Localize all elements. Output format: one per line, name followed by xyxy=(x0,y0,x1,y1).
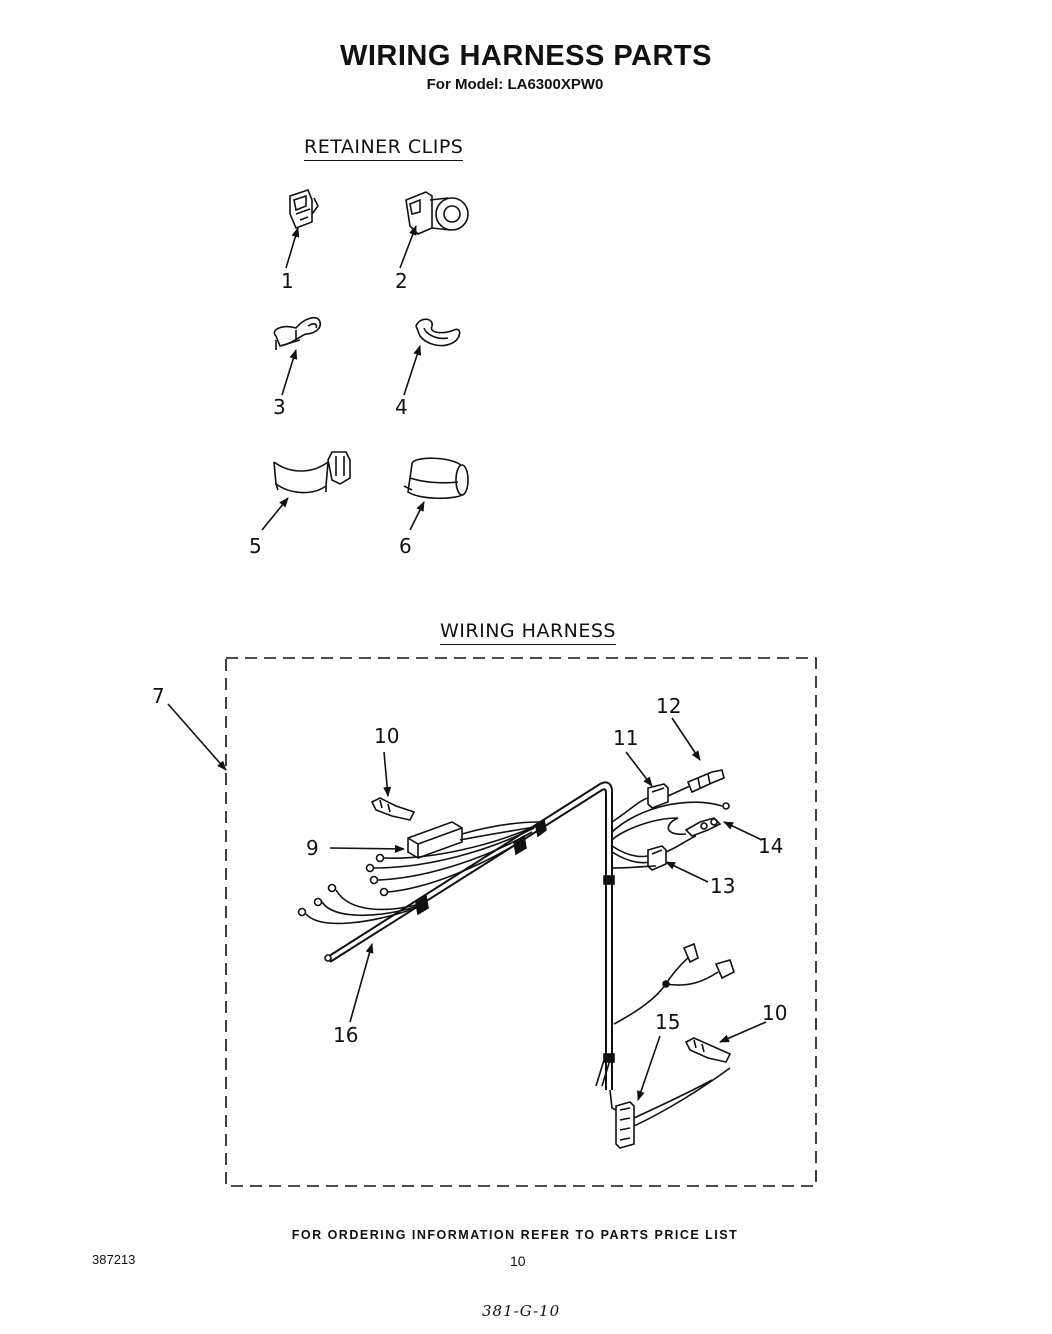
callout-3: 3 xyxy=(273,395,286,419)
callout-10-lower: 10 xyxy=(762,1001,788,1025)
model-subtitle: For Model: LA6300XPW0 xyxy=(426,76,604,93)
retainer-clip-1 xyxy=(290,190,318,228)
callout-arrow-3 xyxy=(282,350,296,395)
callout-arrow-6 xyxy=(410,502,424,530)
wiring-harness-heading: WIRING HARNESS xyxy=(440,620,616,645)
callout-5: 5 xyxy=(249,534,262,558)
retainer-clip-3 xyxy=(274,318,320,350)
callout-arrow-7 xyxy=(168,704,226,770)
ordering-info-note: FOR ORDERING INFORMATION REFER TO PARTS PRICE LIST xyxy=(291,1228,739,1242)
retainer-clip-6 xyxy=(404,458,468,498)
callout-12: 12 xyxy=(656,694,682,718)
page-number: 10 xyxy=(510,1253,526,1269)
callout-10-upper: 10 xyxy=(374,724,400,748)
callout-arrow-11 xyxy=(626,752,652,786)
wiring-harness-assembly xyxy=(299,770,735,1148)
callout-arrow-1 xyxy=(286,228,298,268)
callout-arrow-14 xyxy=(724,822,762,840)
handwritten-code: 381-G-10 xyxy=(482,1302,561,1320)
retainer-clips-heading: RETAINER CLIPS xyxy=(304,136,463,161)
callout-arrow-12 xyxy=(672,718,700,760)
callout-arrow-4 xyxy=(404,346,420,395)
callout-2: 2 xyxy=(395,269,408,293)
callout-15: 15 xyxy=(655,1010,681,1034)
harness-dashed-boundary xyxy=(226,658,816,1186)
retainer-clip-5 xyxy=(274,452,350,493)
callout-arrow-10a xyxy=(384,752,388,796)
callout-14: 14 xyxy=(758,834,784,858)
callout-13: 13 xyxy=(710,874,736,898)
page-title: WIRING HARNESS PARTS xyxy=(340,40,712,72)
callout-7: 7 xyxy=(152,684,165,708)
callout-11: 11 xyxy=(613,726,639,750)
document-number: 387213 xyxy=(92,1252,136,1267)
callout-arrow-10b xyxy=(720,1022,766,1042)
callout-arrow-2 xyxy=(400,226,416,268)
callout-9: 9 xyxy=(306,836,319,860)
callout-4: 4 xyxy=(395,395,408,419)
callout-16: 16 xyxy=(333,1023,359,1047)
callout-6: 6 xyxy=(399,534,412,558)
retainer-clip-4 xyxy=(416,319,460,345)
callout-arrow-15 xyxy=(638,1036,660,1100)
callout-1: 1 xyxy=(281,269,294,293)
callout-arrow-16 xyxy=(350,944,372,1022)
callout-arrow-9 xyxy=(330,848,404,849)
callout-arrow-13 xyxy=(666,862,708,882)
callout-arrow-5 xyxy=(262,498,288,530)
